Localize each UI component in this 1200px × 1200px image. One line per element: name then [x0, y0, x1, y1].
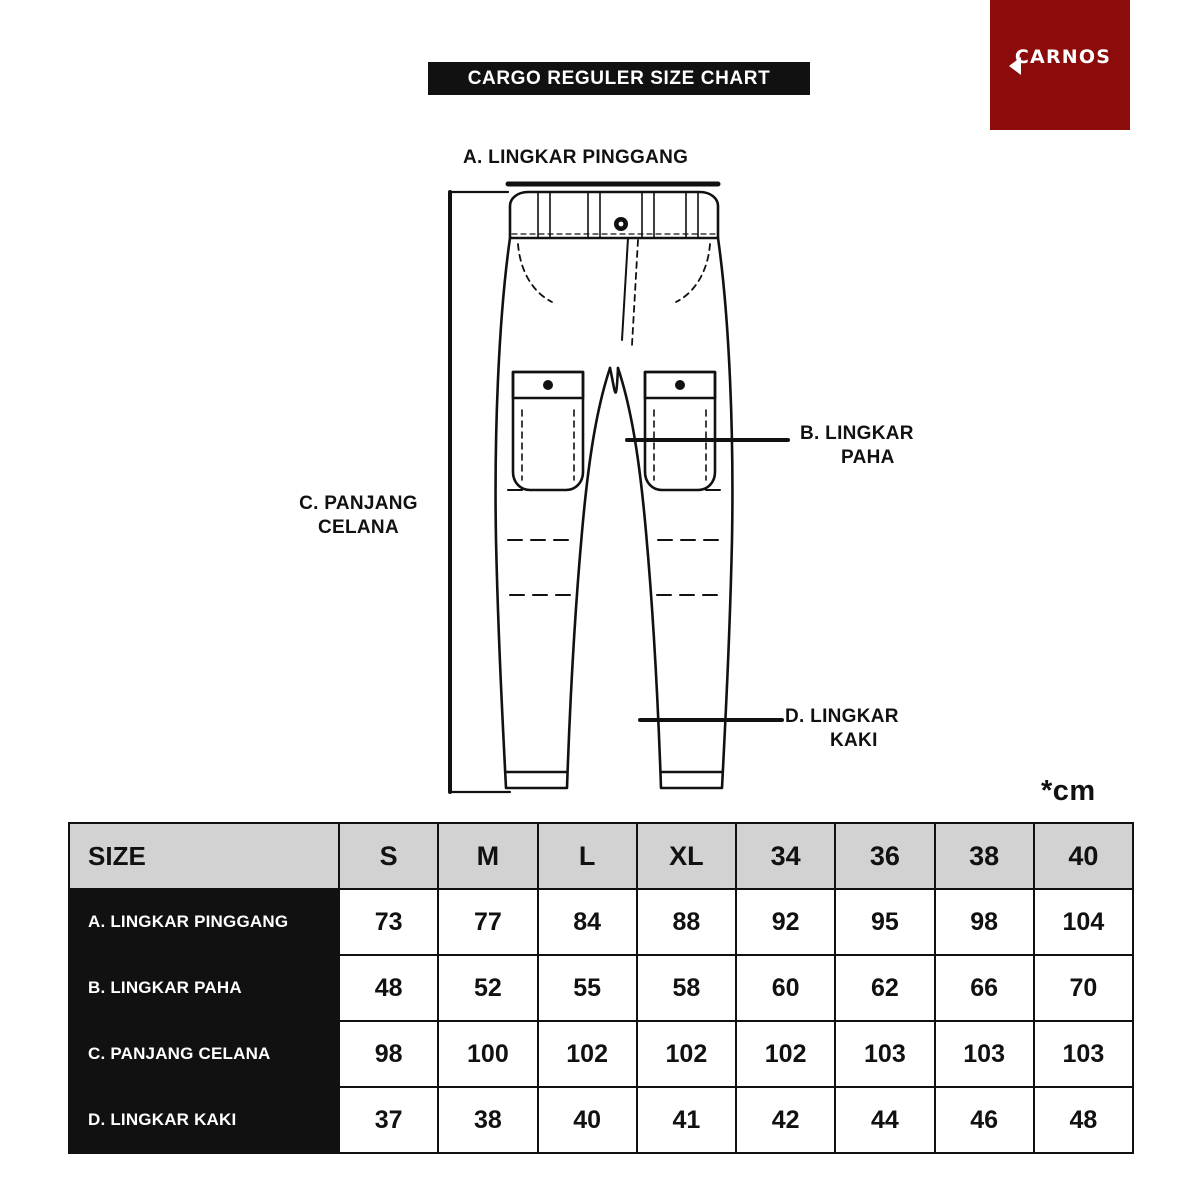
table-cell: 37 — [339, 1087, 438, 1153]
table-row — [69, 1087, 1133, 1153]
table-col-header: 38 — [935, 823, 1034, 889]
table-col-header: M — [438, 823, 537, 889]
table-cell: 103 — [1034, 1021, 1133, 1087]
table-col-header: 34 — [736, 823, 835, 889]
table-cell: 55 — [538, 955, 637, 1021]
brand-badge — [990, 0, 1130, 130]
label-waist-circumference: A. LINGKAR PINGGANG — [463, 147, 689, 168]
table-cell: 73 — [339, 889, 438, 955]
table-cell: 103 — [835, 1021, 934, 1087]
table-cell: 48 — [339, 955, 438, 1021]
table-row-label: D. LINGKAR KAKI — [69, 1087, 339, 1153]
table-cell: 98 — [935, 889, 1034, 955]
page-title-text: CARGO REGULER SIZE CHART — [467, 67, 771, 89]
table-cell: 88 — [637, 889, 736, 955]
table-cell: 46 — [935, 1087, 1034, 1153]
table-row — [69, 889, 1133, 955]
table-cell: 104 — [1034, 889, 1133, 955]
table-cell: 48 — [1034, 1087, 1133, 1153]
table-row-label: C. PANJANG CELANA — [69, 1021, 339, 1087]
table-col-header: 36 — [835, 823, 934, 889]
table-cell: 102 — [637, 1021, 736, 1087]
table-col-header: L — [538, 823, 637, 889]
table-cell: 103 — [935, 1021, 1034, 1087]
table-cell: 102 — [736, 1021, 835, 1087]
table-cell: 95 — [835, 889, 934, 955]
label-length-line1: C. PANJANG — [299, 493, 418, 514]
table-cell: 41 — [637, 1087, 736, 1153]
table-row-label: B. LINGKAR PAHA — [69, 955, 339, 1021]
table-cell: 62 — [835, 955, 934, 1021]
table-header-row — [69, 823, 1133, 889]
table-cell: 100 — [438, 1021, 537, 1087]
label-thigh-line2: PAHA — [841, 446, 895, 468]
table-col-header: XL — [637, 823, 736, 889]
table-cell: 44 — [835, 1087, 934, 1153]
brand-name: CARNOS — [1014, 46, 1112, 68]
label-leg-line2: KAKI — [830, 729, 878, 751]
unit-note: *cm — [1041, 775, 1096, 807]
table-cell: 70 — [1034, 955, 1133, 1021]
table-cell: 102 — [538, 1021, 637, 1087]
page-title — [428, 62, 810, 95]
label-length-line2: CELANA — [318, 516, 399, 538]
table-cell: 98 — [339, 1021, 438, 1087]
table-row — [69, 955, 1133, 1021]
table-cell: 38 — [438, 1087, 537, 1153]
table-row-label: A. LINGKAR PINGGANG — [69, 889, 339, 955]
table-corner-label: SIZE — [69, 823, 339, 889]
table-cell: 92 — [736, 889, 835, 955]
table-cell: 40 — [538, 1087, 637, 1153]
table-cell: 66 — [935, 955, 1034, 1021]
size-chart-table — [68, 822, 1134, 1154]
table-cell: 84 — [538, 889, 637, 955]
cargo-pants-illustration — [270, 140, 970, 810]
label-leg-line1: D. LINGKAR — [785, 706, 899, 727]
table-col-header: S — [339, 823, 438, 889]
table-cell: 58 — [637, 955, 736, 1021]
table-cell: 42 — [736, 1087, 835, 1153]
table-col-header: 40 — [1034, 823, 1133, 889]
table-cell: 52 — [438, 955, 537, 1021]
table-cell: 60 — [736, 955, 835, 1021]
label-thigh-line1: B. LINGKAR — [800, 423, 914, 444]
table-row — [69, 1021, 1133, 1087]
table-cell: 77 — [438, 889, 537, 955]
